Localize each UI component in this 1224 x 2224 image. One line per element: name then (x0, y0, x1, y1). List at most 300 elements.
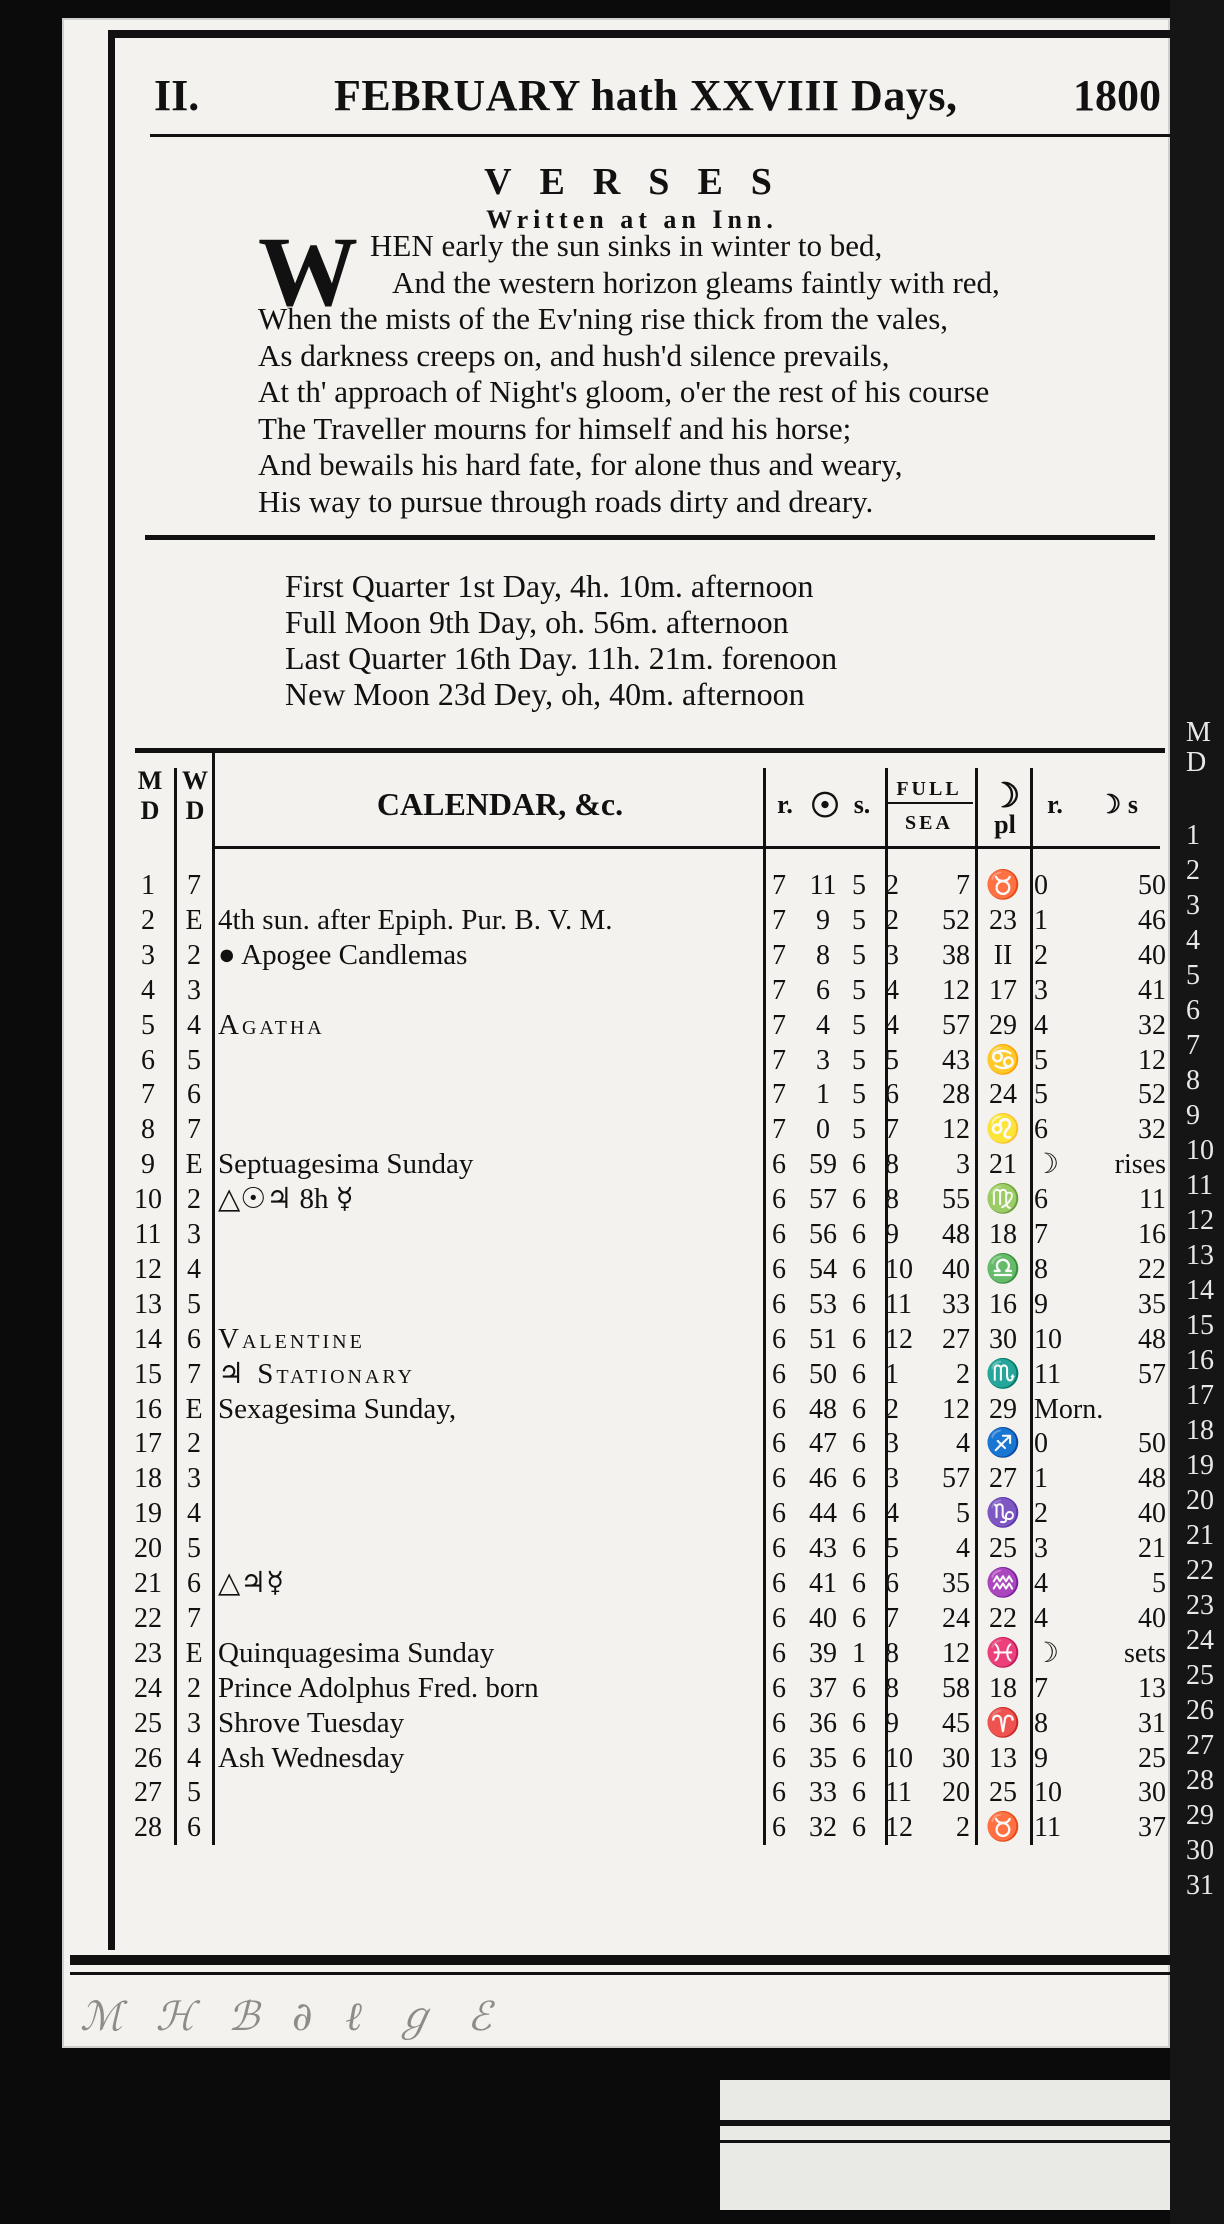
row-full-sea-minute: 12 (942, 1637, 970, 1669)
row-day-of-month: 22 (134, 1602, 162, 1634)
row-moon-set: 21 (1138, 1533, 1166, 1565)
row-sun-set-hour: 6 (852, 1253, 866, 1285)
header-moon-symbol: ☽ (989, 778, 1021, 815)
row-moon-rise: 6 (1034, 1114, 1048, 1146)
verses-title: VERSES (484, 161, 800, 203)
verse-line: At th' approach of Night's gloom, o'er the rest of his course (258, 374, 990, 409)
row-full-sea-hour: 4 (885, 1009, 899, 1041)
row-moon-set: 11 (1139, 1184, 1166, 1216)
row-moon-set: 25 (1138, 1742, 1166, 1774)
row-moon-place: ♋ (985, 1044, 1021, 1076)
row-day-of-month: 9 (141, 1149, 155, 1181)
row-day-of-week: 3 (187, 974, 201, 1006)
row-day-of-month: 4 (141, 974, 155, 1006)
row-sun-rise-minute: 51 (809, 1323, 837, 1355)
row-moon-rise: 11 (1034, 1358, 1061, 1390)
header-moon-place: pl (994, 810, 1016, 839)
row-moon-set: 57 (1138, 1358, 1166, 1390)
row-calendar-event: ♃ Stationary (218, 1357, 416, 1390)
row-moon-set: 30 (1138, 1777, 1166, 1809)
header-moon-rise: r. (1047, 790, 1063, 819)
row-sun-rise-minute: 47 (809, 1428, 837, 1460)
row-moon-set: 32 (1138, 1114, 1166, 1146)
row-sun-set-hour: 6 (852, 1742, 866, 1774)
row-day-of-week: 5 (187, 1777, 201, 1809)
row-moon-set: 40 (1138, 939, 1166, 971)
row-full-sea-minute: 2 (956, 1358, 970, 1390)
row-day-of-week: 2 (187, 939, 201, 971)
header-rule (215, 846, 1160, 849)
row-day-of-week: 6 (187, 1812, 201, 1844)
row-moon-rise: ☽ (1034, 1637, 1060, 1669)
row-day-of-month: 24 (134, 1672, 162, 1704)
row-day-of-week: E (185, 1393, 203, 1425)
row-day-of-week: 4 (187, 1742, 201, 1774)
row-sun-rise-minute: 57 (809, 1184, 837, 1216)
row-sun-rise-hour: 7 (772, 870, 786, 901)
adjacent-page-number: 8 (1186, 1065, 1200, 1096)
row-moon-place: 13 (989, 1742, 1017, 1774)
row-full-sea-hour: 9 (885, 1219, 899, 1250)
row-moon-place: 22 (989, 1602, 1017, 1634)
column-rule (212, 750, 215, 1845)
row-moon-place: ♐ (985, 1428, 1021, 1460)
row-sun-rise-minute: 48 (809, 1393, 837, 1425)
row-calendar-event: Agatha (218, 1008, 325, 1041)
row-moon-rise: 3 (1034, 974, 1048, 1006)
row-full-sea-minute: 48 (942, 1219, 970, 1250)
row-sun-rise-minute: 44 (809, 1498, 837, 1530)
verse-line: The Traveller mourns for himself and his horse; (258, 410, 852, 446)
adjacent-page-number: 27 (1186, 1730, 1214, 1761)
adjacent-page-number: 13 (1186, 1240, 1214, 1271)
row-day-of-week: E (185, 904, 203, 936)
row-sun-rise-minute: 40 (809, 1602, 837, 1634)
adjacent-page-number: 14 (1186, 1275, 1214, 1306)
adjacent-page-number: 4 (1186, 925, 1200, 956)
adjacent-page-number: 20 (1186, 1485, 1214, 1516)
row-sun-set-hour: 5 (852, 1114, 866, 1146)
row-day-of-month: 14 (134, 1323, 162, 1355)
row-sun-rise-minute: 43 (809, 1533, 837, 1565)
row-full-sea-minute: 12 (942, 974, 970, 1006)
row-moon-set: 16 (1138, 1219, 1166, 1250)
row-full-sea-hour: 9 (885, 1707, 899, 1739)
row-moon-place: 30 (989, 1323, 1017, 1355)
row-sun-rise-minute: 1 (816, 1079, 830, 1111)
row-sun-rise-hour: 7 (772, 1114, 786, 1146)
frame-rule-bottom (70, 1955, 1170, 1965)
row-sun-rise-hour: 7 (772, 904, 786, 936)
header-wd: W D (182, 766, 208, 825)
row-sun-rise-minute: 53 (809, 1288, 837, 1320)
adjacent-page-number: 21 (1186, 1520, 1214, 1551)
row-full-sea-minute: 3 (956, 1149, 970, 1181)
row-sun-rise-hour: 6 (772, 1672, 786, 1704)
row-day-of-week: 6 (187, 1568, 201, 1599)
row-day-of-month: 7 (141, 1079, 155, 1111)
row-moon-set: 50 (1138, 1428, 1166, 1460)
row-sun-rise-minute: 59 (809, 1149, 837, 1181)
row-sun-set-hour: 6 (852, 1288, 866, 1320)
header-md: M D (137, 766, 163, 825)
row-moon-rise: 10 (1034, 1323, 1062, 1355)
adjacent-page-number: 7 (1186, 1030, 1200, 1061)
row-moon-rise: Morn. (1034, 1393, 1104, 1425)
row-sun-rise-minute: 8 (816, 939, 830, 971)
moon-phase-line: First Quarter 1st Day, 4h. 10m. afternoon (285, 568, 814, 604)
row-full-sea-minute: 40 (942, 1253, 970, 1285)
row-sun-rise-minute: 41 (809, 1568, 837, 1599)
row-sun-set-hour: 6 (852, 1149, 866, 1181)
row-moon-place: ♒ (985, 1568, 1021, 1599)
row-day-of-month: 6 (141, 1044, 155, 1076)
row-moon-set: 32 (1138, 1009, 1166, 1041)
adjacent-page-number: 1 (1186, 820, 1200, 851)
header-full-sea-1: FULL (896, 778, 962, 800)
moon-phase-line: New Moon 23d Dey, oh, 40m. afternoon (285, 676, 805, 712)
adjacent-page-number: 15 (1186, 1310, 1214, 1341)
year: 1800 (1073, 71, 1161, 120)
adjacent-page-number: 2 (1186, 855, 1200, 886)
adjacent-page-number: 11 (1186, 1170, 1213, 1201)
header-rule (150, 134, 1170, 137)
adjacent-page-header: M D (1186, 717, 1211, 778)
row-full-sea-minute: 12 (942, 1114, 970, 1146)
adjacent-page-number: 22 (1186, 1555, 1214, 1586)
row-moon-set: 12 (1138, 1044, 1166, 1076)
verse-line: And bewails his hard fate, for alone thus and weary, (258, 447, 903, 482)
row-day-of-week: 2 (187, 1672, 201, 1704)
row-day-of-month: 5 (141, 1009, 155, 1041)
row-sun-set-hour: 5 (852, 939, 866, 971)
row-full-sea-minute: 33 (942, 1288, 970, 1320)
adjacent-page-numbers (1186, 718, 1224, 1903)
row-moon-place: ♑ (985, 1498, 1021, 1530)
row-full-sea-hour: 7 (885, 1602, 899, 1634)
row-day-of-month: 1 (141, 870, 155, 901)
row-sun-set-hour: 6 (852, 1358, 866, 1390)
row-day-of-month: 2 (141, 904, 155, 936)
row-full-sea-minute: 45 (942, 1707, 970, 1739)
row-sun-rise-hour: 6 (772, 1393, 786, 1425)
row-day-of-month: 21 (134, 1568, 162, 1599)
row-sun-rise-hour: 6 (772, 1637, 786, 1669)
adjacent-page-number: 29 (1186, 1800, 1214, 1831)
row-full-sea-minute: 57 (942, 1009, 970, 1041)
adjacent-page-number: 31 (1186, 1870, 1214, 1901)
row-sun-set-hour: 6 (852, 1602, 866, 1634)
row-sun-set-hour: 6 (852, 1568, 866, 1599)
row-calendar-event: Sexagesima Sunday, (218, 1392, 457, 1425)
row-sun-set-hour: 5 (852, 904, 866, 936)
row-day-of-week: E (185, 1637, 203, 1669)
row-calendar-event: Quinquagesima Sunday (218, 1636, 495, 1669)
row-sun-set-hour: 6 (852, 1777, 866, 1809)
row-moon-rise: 3 (1034, 1533, 1048, 1565)
row-sun-set-hour: 6 (852, 1463, 866, 1495)
row-day-of-month: 20 (134, 1533, 162, 1565)
row-calendar-event: ● Apogee Candlemas (218, 938, 468, 971)
row-full-sea-hour: 8 (885, 1637, 899, 1669)
month-title: FEBRUARY hath XXVIII Days, (334, 71, 958, 120)
adjacent-page-number: 17 (1186, 1380, 1214, 1411)
header-sun-set: s. (853, 790, 871, 819)
row-day-of-month: 10 (134, 1184, 162, 1216)
row-sun-rise-minute: 46 (809, 1463, 837, 1495)
row-moon-rise: 8 (1034, 1253, 1048, 1285)
row-moon-rise: 9 (1034, 1288, 1048, 1320)
row-sun-set-hour: 5 (852, 1079, 866, 1111)
row-day-of-week: 4 (187, 1498, 201, 1530)
row-full-sea-hour: 5 (885, 1044, 899, 1076)
row-day-of-month: 8 (141, 1114, 155, 1146)
adjacent-page-number: 3 (1186, 890, 1200, 921)
row-sun-rise-hour: 6 (772, 1323, 786, 1355)
row-moon-rise: 0 (1034, 1428, 1048, 1460)
adjacent-page-number: 12 (1186, 1205, 1214, 1236)
row-sun-rise-minute: 56 (809, 1219, 837, 1250)
row-sun-rise-minute: 0 (816, 1114, 830, 1146)
row-full-sea-minute: 55 (942, 1184, 970, 1216)
row-calendar-event: Septuagesima Sunday (218, 1148, 474, 1181)
row-moon-place: ♏ (985, 1358, 1021, 1390)
row-sun-rise-minute: 36 (809, 1707, 837, 1739)
row-moon-set: 35 (1138, 1288, 1166, 1320)
row-sun-rise-hour: 6 (772, 1253, 786, 1285)
row-day-of-week: E (185, 1149, 203, 1181)
row-sun-set-hour: 5 (852, 870, 866, 901)
row-full-sea-hour: 2 (885, 1393, 899, 1425)
row-sun-rise-hour: 6 (772, 1742, 786, 1774)
row-day-of-week: 3 (187, 1219, 201, 1250)
row-full-sea-hour: 8 (885, 1149, 899, 1181)
row-full-sea-hour: 10 (885, 1742, 913, 1774)
row-day-of-week: 2 (187, 1428, 201, 1460)
row-sun-rise-hour: 6 (772, 1463, 786, 1495)
row-moon-set: 48 (1138, 1463, 1166, 1495)
row-sun-rise-minute: 4 (816, 1009, 830, 1041)
handwritten-scrawl: ℳ ℋ ℬ ∂ ℓ ℊ ℰ (80, 1994, 502, 2040)
row-moon-rise: 4 (1034, 1568, 1048, 1599)
verses-subtitle: Written at an Inn. (486, 205, 778, 234)
row-sun-rise-hour: 6 (772, 1184, 786, 1216)
moon-phase-line: Last Quarter 16th Day. 11h. 21m. forenoon (285, 640, 838, 676)
row-sun-rise-hour: 6 (772, 1498, 786, 1530)
row-day-of-week: 4 (187, 1253, 201, 1285)
row-moon-place: 18 (989, 1219, 1017, 1250)
row-moon-place: 18 (989, 1672, 1017, 1704)
row-sun-rise-minute: 9 (816, 904, 830, 936)
moon-phase-line: Full Moon 9th Day, oh. 56m. afternoon (285, 604, 789, 640)
row-calendar-event: △♃☿ (218, 1567, 285, 1599)
row-moon-place: ♌ (985, 1114, 1021, 1146)
row-sun-set-hour: 5 (852, 974, 866, 1006)
row-day-of-month: 3 (141, 939, 155, 971)
row-full-sea-minute: 57 (942, 1463, 970, 1495)
row-sun-rise-hour: 6 (772, 1428, 786, 1460)
row-full-sea-minute: 2 (956, 1812, 970, 1844)
adjacent-page-number: 25 (1186, 1660, 1214, 1691)
column-rule (174, 768, 177, 1845)
row-sun-rise-hour: 7 (772, 1044, 786, 1076)
row-sun-set-hour: 6 (852, 1812, 866, 1844)
row-full-sea-hour: 3 (885, 1463, 899, 1495)
row-full-sea-hour: 12 (885, 1812, 913, 1844)
verse-line: And the western horizon gleams faintly with red, (392, 264, 1000, 300)
row-day-of-week: 6 (187, 1323, 201, 1355)
row-day-of-week: 7 (187, 1358, 201, 1390)
row-sun-set-hour: 6 (852, 1428, 866, 1460)
row-moon-set: 46 (1138, 904, 1166, 936)
row-sun-set-hour: 6 (852, 1219, 866, 1250)
row-sun-rise-hour: 6 (772, 1358, 786, 1390)
row-day-of-week: 7 (187, 870, 201, 901)
row-full-sea-minute: 24 (942, 1602, 970, 1634)
row-sun-rise-minute: 35 (809, 1742, 837, 1774)
row-full-sea-hour: 11 (885, 1288, 912, 1320)
row-day-of-month: 11 (134, 1219, 162, 1250)
row-moon-place: 17 (989, 974, 1017, 1006)
row-day-of-month: 23 (134, 1637, 162, 1669)
header-full-sea-2: SEA (905, 812, 953, 834)
row-moon-set: 40 (1138, 1602, 1166, 1634)
row-moon-place: 27 (989, 1463, 1017, 1495)
row-sun-set-hour: 5 (852, 1009, 866, 1041)
row-full-sea-minute: 4 (956, 1533, 970, 1565)
row-sun-rise-hour: 6 (772, 1707, 786, 1739)
row-moon-set: 13 (1138, 1672, 1166, 1704)
row-day-of-week: 7 (187, 1602, 201, 1634)
row-day-of-month: 13 (134, 1288, 162, 1320)
row-full-sea-minute: 12 (942, 1393, 970, 1425)
row-moon-place: 29 (989, 1009, 1017, 1041)
column-rule (763, 768, 766, 1845)
column-rule (975, 768, 978, 1845)
row-sun-rise-hour: 6 (772, 1602, 786, 1634)
row-day-of-week: 5 (187, 1288, 201, 1320)
row-full-sea-minute: 5 (956, 1498, 970, 1530)
row-calendar-event: Prince Adolphus Fred. born (218, 1671, 539, 1704)
row-moon-place: 21 (989, 1149, 1017, 1181)
row-day-of-month: 12 (134, 1253, 162, 1285)
row-moon-place: 23 (989, 904, 1017, 936)
row-moon-rise: ☽ (1034, 1149, 1060, 1181)
row-day-of-month: 26 (134, 1742, 162, 1774)
row-sun-rise-hour: 6 (772, 1288, 786, 1320)
bottom-paper-edge (720, 2080, 1170, 2210)
header-sun-rise: r. (777, 790, 793, 819)
row-moon-rise: 0 (1034, 870, 1048, 901)
sea-header-rule (885, 802, 973, 804)
row-full-sea-minute: 38 (942, 939, 970, 971)
row-full-sea-minute: 52 (942, 904, 970, 936)
row-day-of-month: 28 (134, 1812, 162, 1844)
row-moon-set: 52 (1138, 1079, 1166, 1111)
adjacent-page-number: 5 (1186, 960, 1200, 991)
row-moon-rise: 7 (1034, 1672, 1048, 1704)
row-day-of-week: 2 (187, 1184, 201, 1216)
verse-line: As darkness creeps on, and hush'd silence prevails, (258, 337, 890, 373)
verse-rule (145, 535, 1155, 540)
row-moon-place: II (993, 939, 1013, 971)
row-full-sea-minute: 4 (956, 1428, 970, 1460)
row-full-sea-minute: 35 (942, 1568, 970, 1599)
row-moon-set: 41 (1138, 974, 1166, 1006)
row-moon-place: ♎ (985, 1253, 1021, 1285)
adjacent-page-number: 18 (1186, 1415, 1214, 1446)
row-full-sea-minute: 20 (942, 1777, 970, 1809)
row-sun-rise-minute: 54 (809, 1253, 837, 1285)
row-moon-set: 50 (1138, 870, 1166, 901)
row-day-of-month: 15 (134, 1358, 162, 1390)
row-day-of-month: 27 (134, 1777, 162, 1809)
row-sun-set-hour: 6 (852, 1498, 866, 1530)
row-moon-rise: 4 (1034, 1009, 1048, 1041)
header-calendar: CALENDAR, &c. (376, 786, 624, 822)
row-full-sea-hour: 4 (885, 974, 899, 1006)
row-full-sea-hour: 4 (885, 1498, 899, 1530)
row-moon-rise: 5 (1034, 1044, 1048, 1076)
header-sun-symbol: ☉ (809, 788, 841, 825)
row-sun-rise-minute: 32 (809, 1812, 837, 1844)
row-full-sea-hour: 3 (885, 939, 899, 971)
verse-line: When the mists of the Ev'ning rise thick from the vales, (258, 301, 949, 336)
row-moon-rise: 4 (1034, 1602, 1048, 1634)
adjacent-page-number: 26 (1186, 1695, 1214, 1726)
row-day-of-month: 25 (134, 1707, 162, 1739)
adjacent-page-number: 28 (1186, 1765, 1214, 1796)
row-moon-place: 25 (989, 1533, 1017, 1565)
row-full-sea-hour: 6 (885, 1568, 899, 1599)
row-moon-place: ♓ (985, 1637, 1021, 1669)
row-sun-rise-hour: 7 (772, 1009, 786, 1041)
row-moon-place: 29 (989, 1393, 1017, 1425)
row-calendar-event: Ash Wednesday (218, 1741, 405, 1774)
row-moon-set: 37 (1138, 1812, 1166, 1844)
row-moon-place: ♉ (985, 870, 1021, 901)
row-sun-set-hour: 6 (852, 1707, 866, 1739)
row-day-of-week: 4 (187, 1009, 201, 1041)
row-full-sea-hour: 12 (885, 1323, 913, 1355)
row-moon-place: ♈ (985, 1707, 1021, 1739)
row-full-sea-hour: 1 (885, 1358, 899, 1390)
row-day-of-week: 5 (187, 1044, 201, 1076)
row-day-of-week: 3 (187, 1707, 201, 1739)
row-day-of-month: 18 (134, 1463, 162, 1495)
row-full-sea-minute: 28 (942, 1079, 970, 1111)
row-sun-rise-minute: 50 (809, 1358, 837, 1390)
verse-line: His way to pursue through roads dirty and dreary. (258, 483, 874, 519)
row-moon-set: 40 (1138, 1498, 1166, 1530)
row-moon-place: 24 (989, 1079, 1017, 1111)
row-moon-place: ♍ (985, 1184, 1021, 1216)
row-sun-rise-minute: 6 (816, 974, 830, 1006)
row-moon-rise: 2 (1034, 939, 1048, 971)
row-moon-rise: 9 (1034, 1742, 1048, 1774)
row-moon-rise: 10 (1034, 1777, 1062, 1809)
row-sun-set-hour: 6 (852, 1672, 866, 1704)
row-full-sea-minute: 30 (942, 1742, 970, 1774)
row-sun-rise-minute: 33 (809, 1777, 837, 1809)
row-full-sea-hour: 6 (885, 1079, 899, 1111)
row-day-of-month: 16 (134, 1393, 162, 1425)
row-full-sea-minute: 43 (942, 1044, 970, 1076)
frame-rule-left (108, 30, 115, 1950)
row-sun-rise-minute: 37 (809, 1672, 837, 1704)
row-full-sea-hour: 10 (885, 1253, 913, 1285)
row-full-sea-minute: 7 (956, 870, 970, 901)
